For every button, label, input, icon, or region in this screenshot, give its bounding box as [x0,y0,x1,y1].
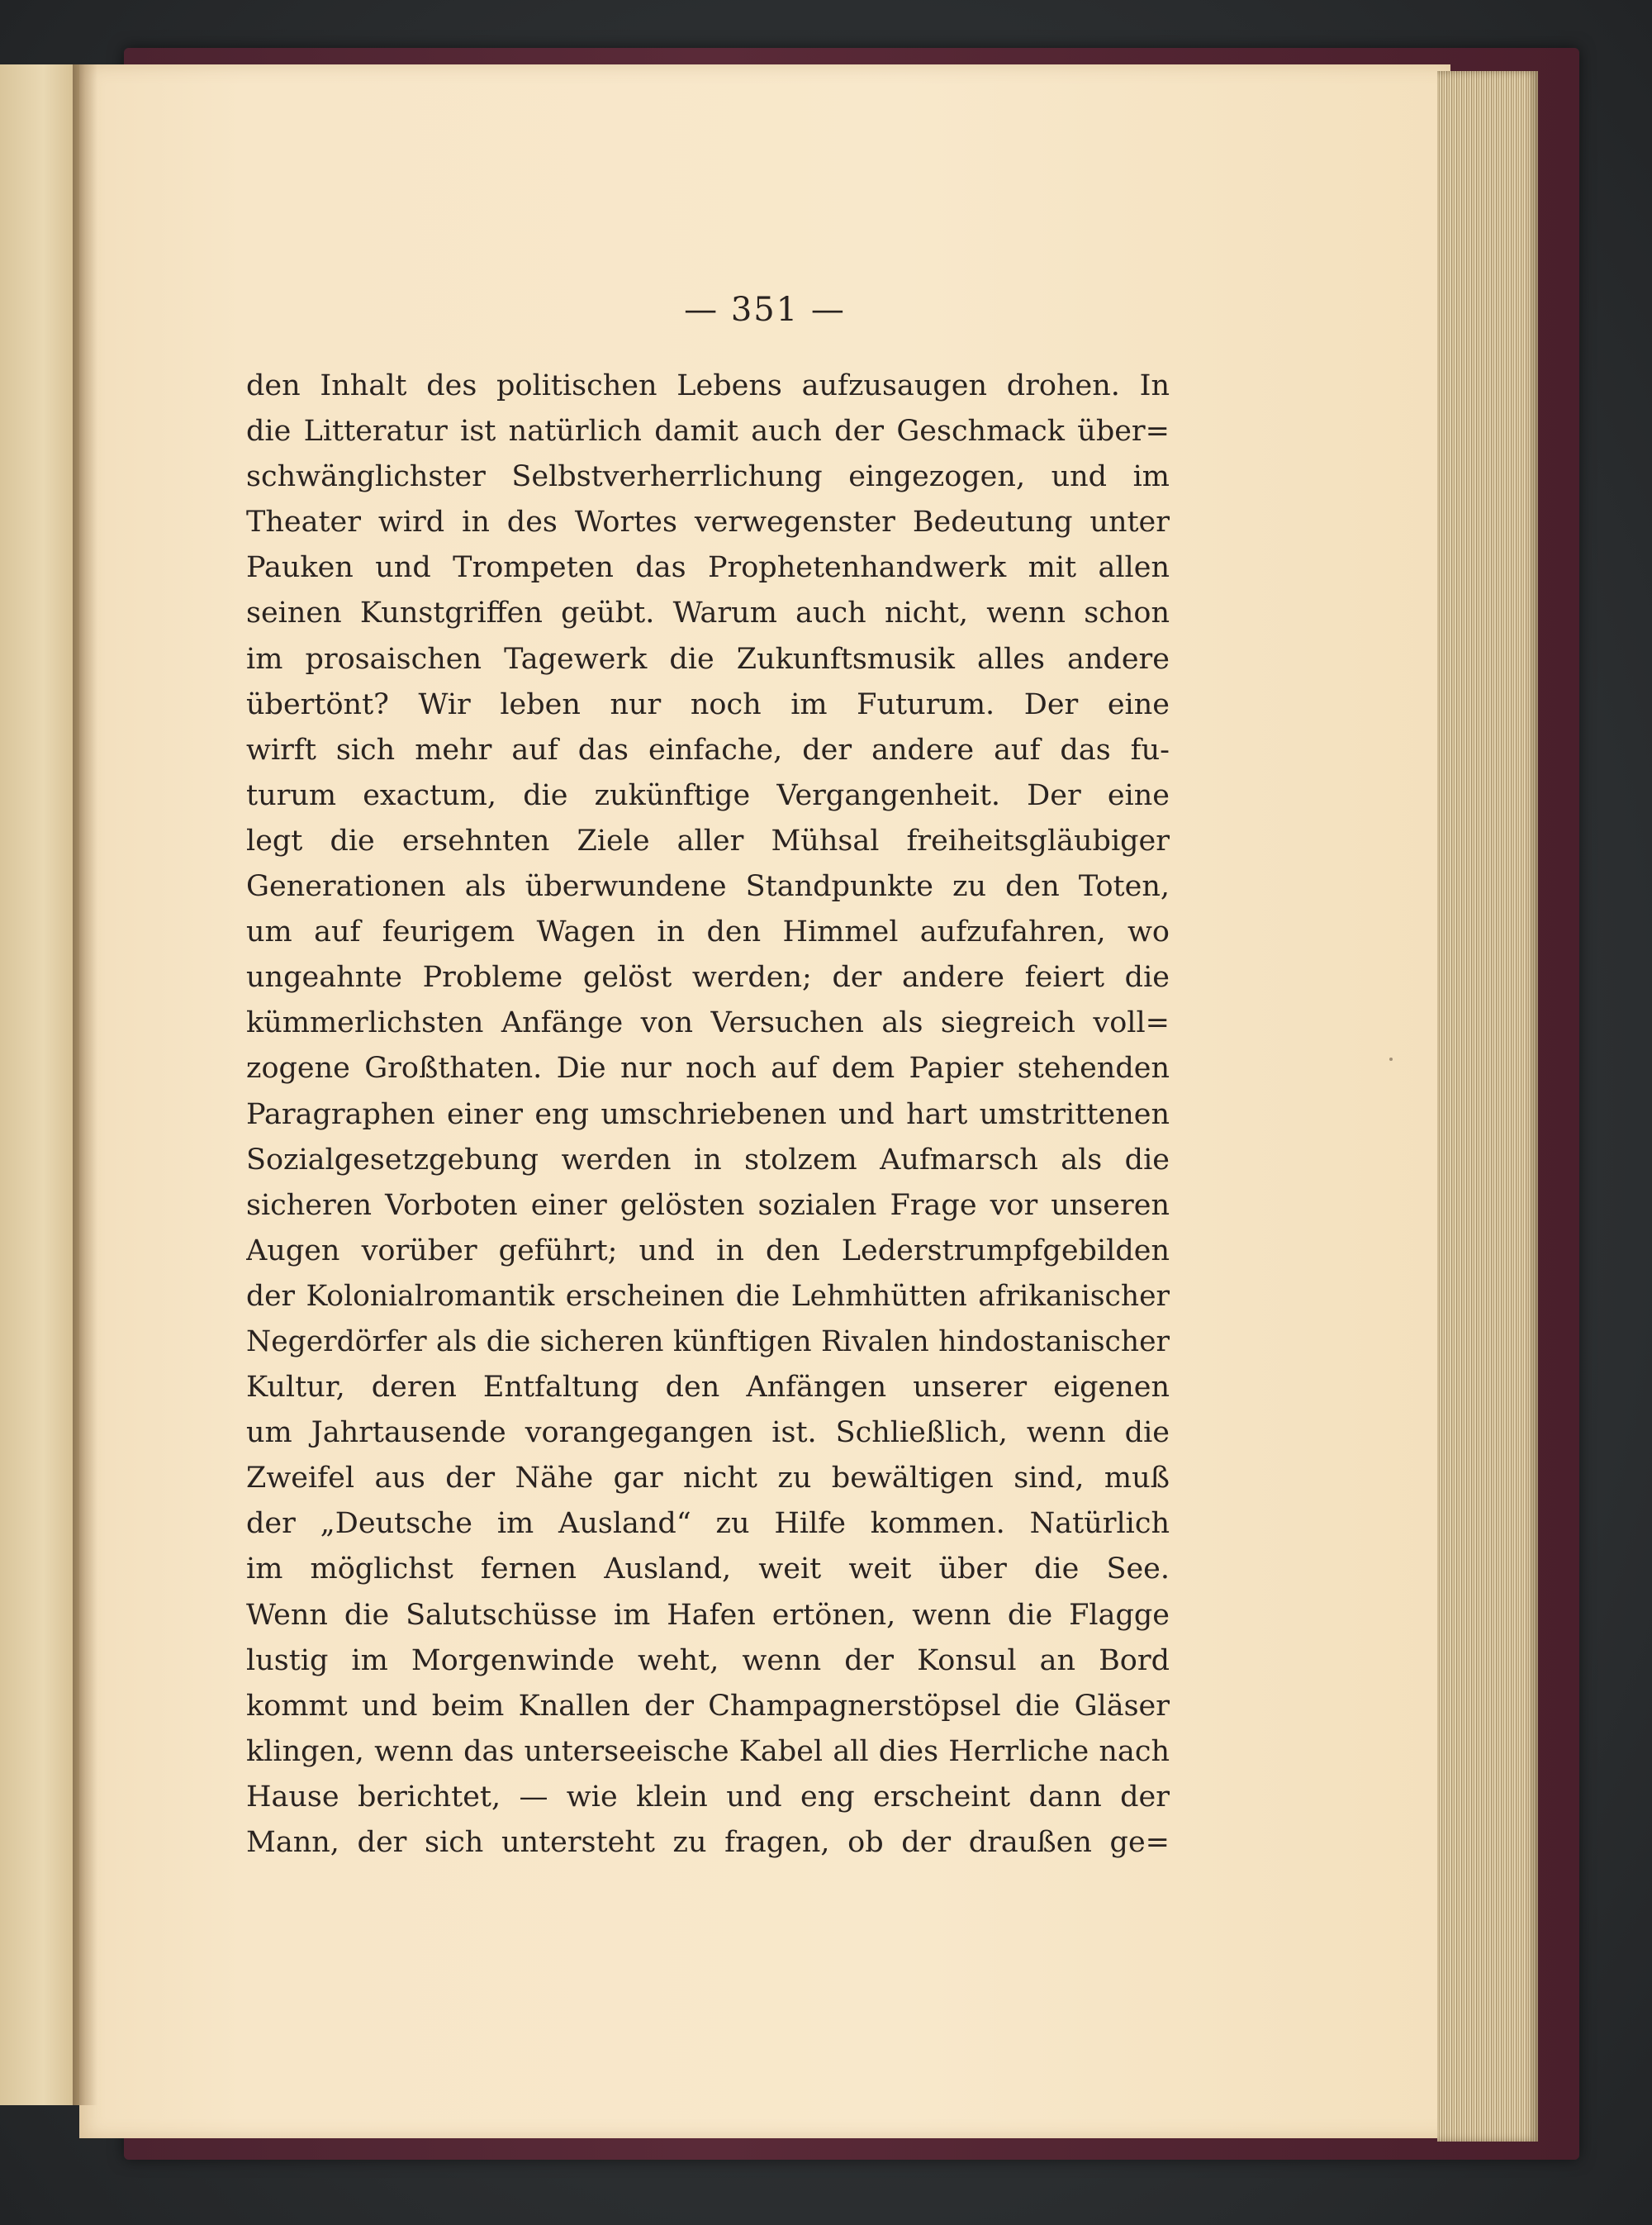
text-line: legt die ersehnten Ziele aller Mühsal freiheitsgläubiger [246,824,1170,858]
text-line: Hause berichtet, — wie klein und eng erscheint dann der [246,1780,1170,1814]
page-text-block [246,364,1170,1866]
text-line: im prosaischen Tagewerk die Zukunftsmusik alles andere [246,642,1170,676]
text-line: um auf feurigem Wagen in den Himmel aufzufahren, wo [246,915,1170,949]
text-line: Sozialgesetzgebung werden in stolzem Aufmarsch als die [246,1143,1170,1177]
text-line: der Kolonialromantik erscheinen die Lehmhütten afrikanischer [246,1279,1170,1313]
text-line: zogene Großthaten. Die nur noch auf dem Papier stehenden [246,1052,1170,1086]
text-line: Zweifel aus der Nähe gar nicht zu bewältigen sind, muß [246,1462,1170,1495]
page-gutter-shadow [73,64,97,2105]
text-line: kommt und beim Knallen der Champagnerstöpsel die Gläser [246,1689,1170,1723]
text-line: Negerdörfer als die sicheren künftigen Rivalen hindostanischer [246,1324,1170,1358]
text-line: der „Deutsche im Ausland“ zu Hilfe kommen. Natürlich [246,1507,1170,1541]
text-line: Mann, der sich untersteht zu fragen, ob der draußen ge= [246,1826,1170,1859]
text-line: schwänglichster Selbstverherrlichung eingezogen, und im [246,460,1170,494]
text-line: um Jahrtausende vorangegangen ist. Schließlich, wenn die [246,1416,1170,1450]
text-line: sicheren Vorboten einer gelösten sozialen Frage vor unseren [246,1188,1170,1222]
paper-speck [1389,1058,1393,1061]
text-line: wirft sich mehr auf das einfache, der andere auf das fu- [246,733,1170,767]
text-line: im möglichst fernen Ausland, weit weit über die See. [246,1552,1170,1586]
text-line: lustig im Morgenwinde weht, wenn der Konsul an Bord [246,1643,1170,1677]
text-line: kümmerlichsten Anfänge von Versuchen als siegreich voll= [246,1006,1170,1040]
page-fore-edge [1437,71,1538,2142]
text-line: Wenn die Salutschüsse im Hafen ertönen, wenn die Flagge [246,1598,1170,1632]
text-line: Pauken und Trompeten das Prophetenhandwerk mit allen [246,551,1170,585]
text-line: Theater wird in des Wortes verwegenster Bedeutung unter [246,506,1170,540]
text-line: Generationen als überwundene Standpunkte zu den Toten, [246,870,1170,904]
text-line: Augen vorüber geführt; und in den Lederstrumpfgebilden [246,1234,1170,1267]
text-line: übertönt? Wir leben nur noch im Futurum. Der eine [246,687,1170,721]
text-line: die Litteratur ist natürlich damit auch der Geschmack über= [246,415,1170,449]
text-line: klingen, wenn das unterseeische Kabel all dies Herrliche nach [246,1734,1170,1768]
text-line: Paragraphen einer eng umschriebenen und hart umstrittenen [246,1097,1170,1131]
text-line: den Inhalt des politischen Lebens aufzusaugen drohen. In [246,369,1170,402]
text-line: ungeahnte Probleme gelöst werden; der andere feiert die [246,961,1170,995]
text-line: turum exactum, die zukünftige Vergangenheit. Der eine [246,778,1170,812]
page-number: — 351 — [684,291,846,329]
text-line: Kultur, deren Entfaltung den Anfängen unserer eigenen [246,1371,1170,1405]
text-line: seinen Kunstgriffen geübt. Warum auch nicht, wenn schon [246,597,1170,630]
left-page-edge [0,64,81,2105]
